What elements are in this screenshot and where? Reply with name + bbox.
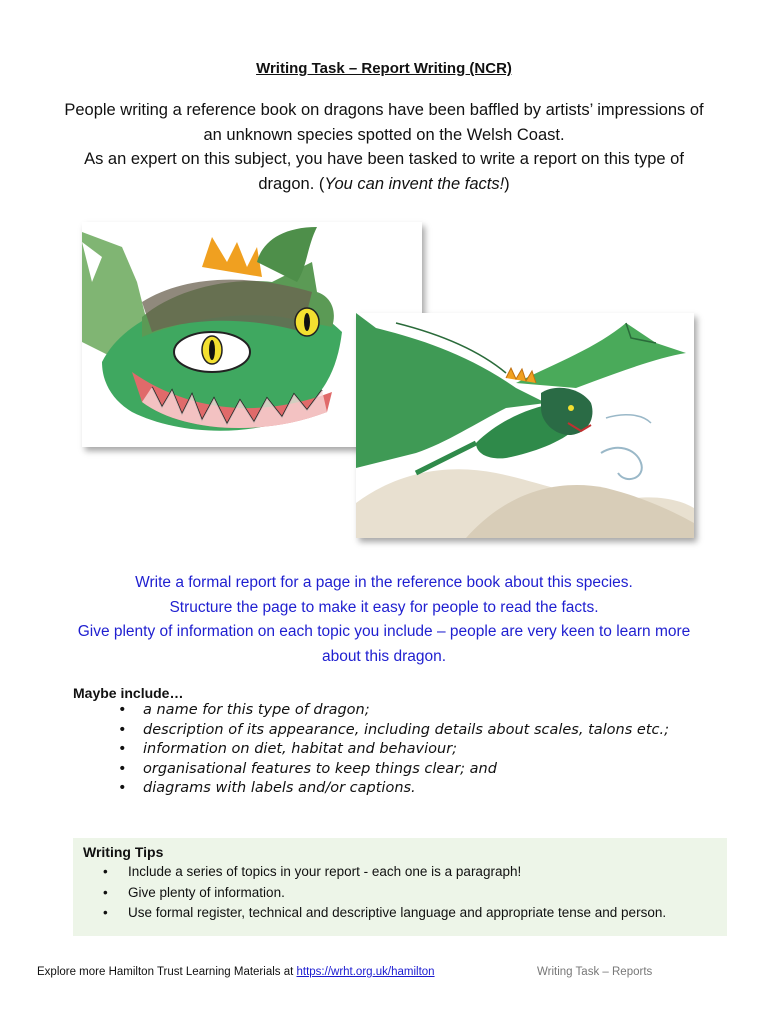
task-line-3: Give plenty of information on each topic you include – people are very keen to learn more about this dragon. <box>77 623 691 665</box>
list-item: • Use formal register, technical and descriptive language and appropriate tense and person. <box>103 903 666 924</box>
intro-line-2: As an expert on this subject, you have been tasked to write a report on this type of dragon. (You can invent the facts!) <box>84 150 684 193</box>
intro-line-1: People writing a reference book on dragons have been baffled by artists’ impressions of an unknown species spotted on the Welsh Coast. <box>64 101 704 144</box>
footer-text: Explore more Hamilton Trust Learning Materials at https://wrht.org.uk/hamilton <box>37 966 435 978</box>
intro-text <box>60 98 708 196</box>
maybe-include-label: Maybe include… <box>73 685 184 701</box>
list-item: • diagrams with labels and/or captions. <box>118 779 678 799</box>
task-line-2: Structure the page to make it easy for people to read the facts. <box>169 598 599 616</box>
maybe-include-list <box>118 701 678 799</box>
writing-tips-title: Writing Tips <box>83 844 164 860</box>
page-title: Writing Task – Report Writing (NCR) <box>256 60 512 77</box>
list-item: • organisational features to keep things clear; and <box>118 760 678 780</box>
list-item: • information on diet, habitat and behaviour; <box>118 740 678 760</box>
list-item: • a name for this type of dragon; <box>118 701 678 721</box>
task-instructions <box>60 571 708 669</box>
list-item: • Give plenty of information. <box>103 883 666 904</box>
writing-tips-list <box>103 862 666 924</box>
list-item: • Include a series of topics in your report - each one is a paragraph! <box>103 862 666 883</box>
intro-italic: You can invent the facts! <box>324 174 505 193</box>
hamilton-link[interactable]: https://wrht.org.uk/hamilton <box>296 966 435 978</box>
writing-tips-box <box>73 838 727 936</box>
task-line-1: Write a formal report for a page in the reference book about this species. <box>135 574 633 591</box>
footer-page-label: Writing Task – Reports <box>537 966 653 978</box>
list-item: • description of its appearance, including details about scales, talons etc.; <box>118 721 678 741</box>
flying-dragon-image <box>356 313 694 538</box>
